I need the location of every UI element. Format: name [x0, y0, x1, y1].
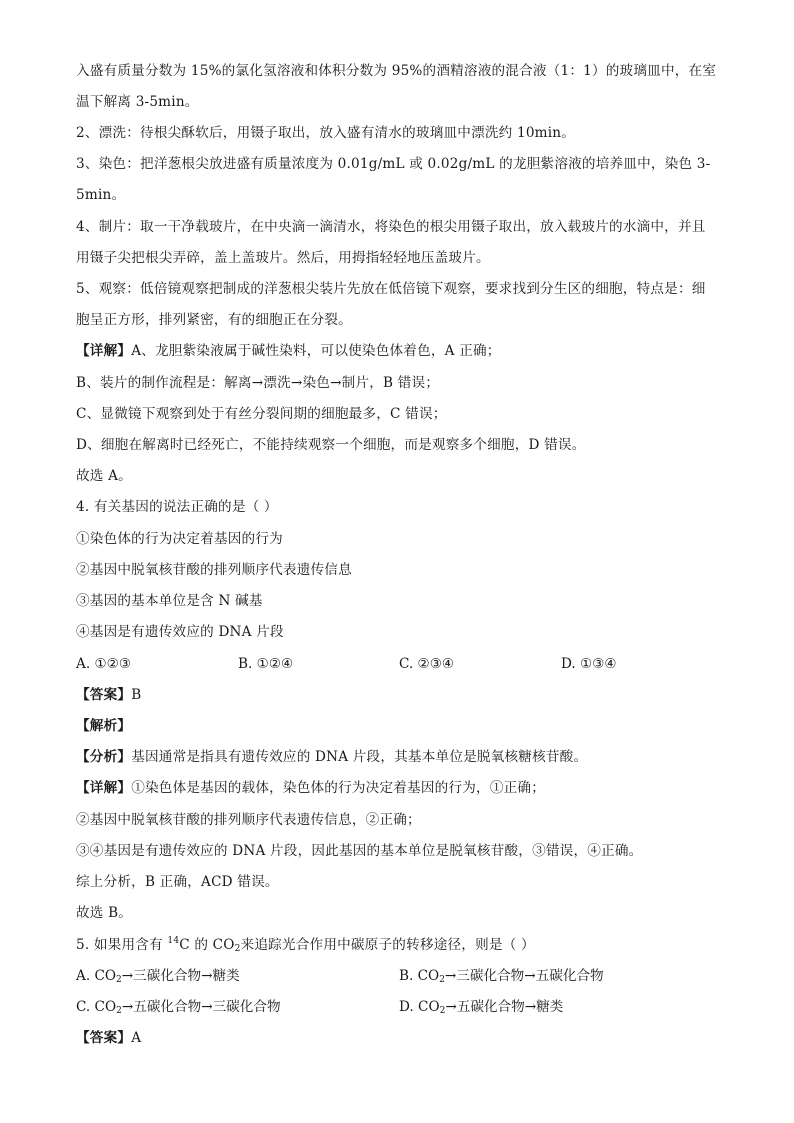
text-line: 5min。 — [76, 187, 126, 203]
analysis-tag: 【解析】 — [76, 718, 132, 734]
option-b: B. $CO_2\to$三碳化合物→五碳化合物 — [399, 968, 604, 985]
question-4-options — [76, 655, 726, 673]
text-line: 4、制片：取一干净载玻片，在中央滴一滴清水，将染色的根尖用镊子取出，放入载玻片的水滴中，并且 — [76, 219, 706, 235]
fenxi-tag: 【分析】 — [76, 749, 132, 765]
text-line: 故选 B。 — [76, 905, 133, 921]
text-line: 入盛有质量分数为 15%的氯化氢溶液和体积分数为 95%的酒精溶液的混合液（1：1）的玻璃皿中，在室 — [76, 63, 717, 79]
analysis-line: 【分析】基因通常是指具有遗传效应的 DNA 片段，其基本单位是脱氧核糖核苷酸。 — [76, 749, 588, 765]
statement-4: ④基因是有遗传效应的 DNA 片段 — [76, 624, 284, 640]
text-line: B、装片的制作流程是：解离→漂洗→染色→制片，B 错误； — [76, 375, 440, 391]
detail-tag: 【详解】 — [76, 343, 132, 359]
text-line: 3、染色：把洋葱根尖放进盛有质量浓度为 0.01g/mL 或 0.02g/mL 的龙胆紫溶液的培养皿中，染色 3- — [76, 156, 711, 172]
question-5-options-row-1 — [76, 967, 726, 985]
option-d: D. ①③④ — [561, 656, 617, 672]
question-5-answer: 【答案】A — [76, 1030, 142, 1046]
answer-tag: 【答案】 — [76, 687, 132, 703]
detail-line: 【详解】①染色体是基因的载体，染色体的行为决定着基因的行为，①正确； — [76, 780, 545, 796]
option-a: A. $CO_2\to$三碳化合物→糖类 — [76, 968, 240, 985]
option-d: D. $CO_2\to$五碳化合物→糖类 — [399, 999, 564, 1016]
question-5-stem: 5. 如果用含有 $^{14}$C 的 $CO_2$来追踪光合作用中碳原子的转移途径，则是（ ） — [76, 936, 535, 954]
text-line: C、显微镜下观察到处于有丝分裂间期的细胞最多，C 错误； — [76, 406, 447, 422]
option-a: A. ①②③ — [76, 656, 132, 672]
detail-line: 【详解】A、龙胆紫染液属于碱性染料，可以使染色体着色，A 正确； — [76, 343, 501, 359]
text-line: D、细胞在解离时已经死亡，不能持续观察一个细胞，而是观察多个细胞，D 错误。 — [76, 437, 586, 453]
text-line: 综上分析，B 正确，ACD 错误。 — [76, 874, 279, 890]
text-line: 故选 A。 — [76, 468, 132, 484]
answer-tag: 【答案】 — [76, 1030, 132, 1046]
option-c: C. ②③④ — [399, 656, 455, 672]
question-4-stem: 4. 有关基因的说法正确的是（ ） — [76, 499, 278, 515]
text-line: 温下解离 3-5min。 — [76, 94, 199, 110]
question-5-options-row-2 — [76, 998, 726, 1016]
detail-tag: 【详解】 — [76, 780, 132, 796]
statement-1: ①染色体的行为决定着基因的行为 — [76, 531, 283, 547]
text-line: 2、漂洗：待根尖酥软后，用镊子取出，放入盛有清水的玻璃皿中漂洗约 10min。 — [76, 125, 576, 141]
option-b: B. ①②④ — [238, 656, 294, 672]
text-line: 用镊子尖把根尖弄碎，盖上盖玻片。然后，用拇指轻轻地压盖玻片。 — [76, 250, 490, 266]
text-line: ③④基因是有遗传效应的 DNA 片段，因此基因的基本单位是脱氧核苷酸，③错误，④正确。 — [76, 843, 643, 859]
text-line: 5、观察：低倍镜观察把制成的洋葱根尖装片先放在低倍镜下观察，要求找到分生区的细胞，特点是：细 — [76, 281, 706, 297]
text-line: 胞呈正方形，排列紧密，有的细胞正在分裂。 — [76, 312, 352, 328]
statement-2: ②基因中脱氧核苷酸的排列顺序代表遗传信息 — [76, 562, 352, 578]
question-4-answer: 【答案】B — [76, 687, 142, 703]
statement-3: ③基因的基本单位是含 N 碱基 — [76, 593, 263, 609]
text-line: ②基因中脱氧核苷酸的排列顺序代表遗传信息，②正确； — [76, 812, 421, 828]
option-c: C. $CO_2\to$五碳化合物→三碳化合物 — [76, 999, 281, 1016]
